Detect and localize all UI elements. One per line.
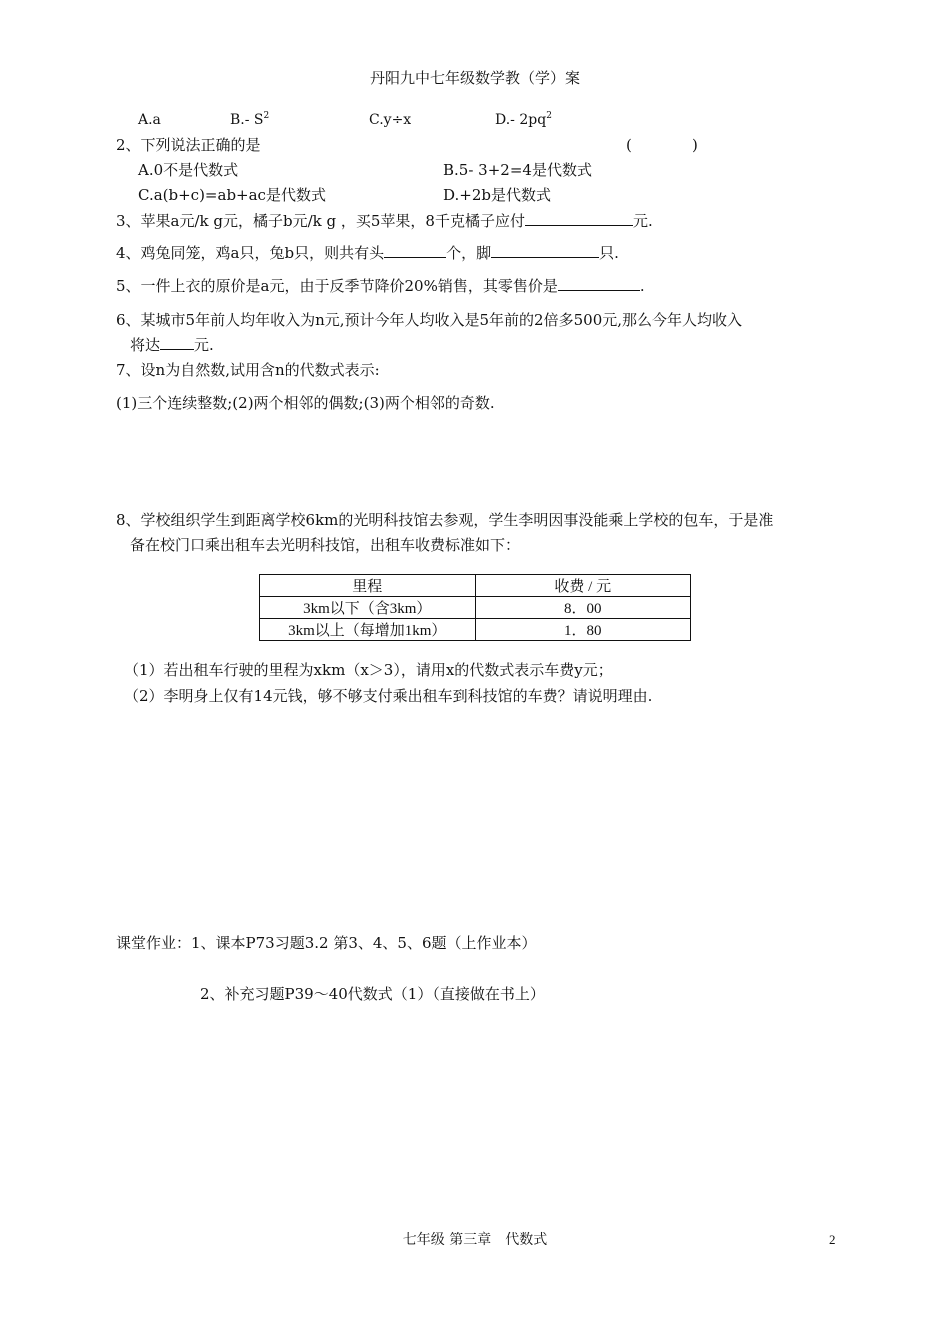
q1-option-c: C.y÷x: [369, 112, 412, 128]
table-row: [260, 619, 691, 641]
q2-option-b: B.5- 3+2=4是代数式: [443, 161, 592, 179]
q4-line: 4、鸡兔同笼，鸡a只，兔b只，则共有头 个，脚 只.: [116, 244, 619, 262]
q2-option-c: C.a(b+c)=ab+ac是代数式: [138, 186, 326, 204]
homework-line2: 2、补充习题P39～40代数式（1）（直接做在书上）: [200, 985, 545, 1003]
q3-answer-blank[interactable]: [525, 211, 633, 226]
q5-answer-blank[interactable]: [558, 276, 640, 291]
q2-stem: 2、下列说法正确的是: [116, 136, 261, 154]
page-header-title: 丹阳九中七年级数学教（学）案: [369, 69, 580, 87]
taxi-fee-table: [259, 574, 691, 641]
q1-option-a: A.a: [138, 112, 161, 128]
q2-option-a: A.0不是代数式: [138, 161, 239, 179]
table-cell: 3km以上（每增加1km）: [260, 619, 476, 641]
q3-line: 3、苹果a元/k g元，橘子b元/k g ，买5苹果，8千克橘子应付 元.: [116, 212, 653, 230]
q7-stem: 7、设n为自然数,试用含n的代数式表示:: [116, 361, 380, 379]
table-cell: 3km以下（含3km）: [260, 597, 476, 619]
table-row: [260, 597, 691, 619]
page-number: 2: [829, 1232, 836, 1247]
page-footer-title: 七年级 第三章 代数式: [402, 1232, 548, 1248]
table-header-cell: 收费 / 元: [475, 575, 691, 597]
q8-subquestion-2: （2）李明身上仅有14元钱，够不够支付乘出租车到科技馆的车费？请说明理由.: [124, 687, 653, 705]
q2-answer-paren-left: (: [626, 136, 632, 154]
q1-option-d: D.- $2pq^2$: [495, 111, 552, 128]
q7-parts: (1)三个连续整数;(2)两个相邻的偶数;(3)两个相邻的奇数.: [116, 394, 495, 412]
table-header-cell: 里程: [260, 575, 476, 597]
q8-line2: 备在校门口乘出租车去光明科技馆，出租车收费标准如下：: [130, 536, 521, 554]
q4-feet-blank[interactable]: [491, 243, 599, 258]
q2-option-d: D.+2b是代数式: [443, 186, 551, 204]
q8-line1: 8、学校组织学生到距离学校6km的光明科技馆去参观，学生李明因事没能乘上学校的包车，于是准: [116, 511, 774, 529]
q6-line2: 将达 元.: [130, 336, 214, 354]
q4-heads-blank[interactable]: [384, 243, 446, 258]
q5-line: 5、一件上衣的原价是a元，由于反季节降价20%销售，其零售价是 .: [116, 277, 645, 295]
q8-subquestion-1: （1）若出租车行驶的里程为xkm（x＞3），请用x的代数式表示车费y元；: [124, 661, 613, 679]
q6-line1: 6、某城市5年前人均年收入为n元,预计今年人均收入是5年前的2倍多500元,那么今年人均收入: [116, 311, 743, 329]
q6-answer-blank[interactable]: [160, 335, 194, 350]
homework-line1: 课堂作业：1、课本P73习题3.2 第3、4、5、6题（上作业本）: [116, 934, 537, 952]
table-cell: 1．80: [475, 619, 691, 641]
table-header-row: [260, 575, 691, 597]
q2-answer-paren-right: ): [692, 136, 698, 154]
q1-option-b: B.- $S^2$: [230, 111, 270, 128]
table-cell: 8．00: [475, 597, 691, 619]
